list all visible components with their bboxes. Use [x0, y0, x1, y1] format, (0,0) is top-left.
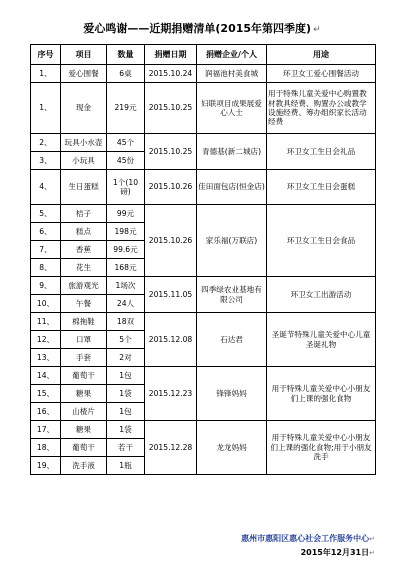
table-header-row — [31, 45, 376, 65]
footer-organization — [30, 533, 375, 544]
cell-item: 花生 — [61, 259, 107, 277]
cell-donor: 家乐福(万联店) — [197, 205, 267, 277]
table-row — [31, 421, 376, 439]
cell-quantity: 1场次 — [107, 277, 145, 295]
cell-index: 16、 — [31, 403, 61, 421]
cell-quantity: 6桌 — [107, 65, 145, 83]
cell-purpose: 用于特殊儿童关爱中心小朋友们上课的强化食物 — [267, 367, 376, 421]
footer-date — [30, 547, 375, 558]
table-row — [31, 65, 376, 83]
header-donor: 捐赠企业/个人 — [197, 45, 267, 65]
cell-index: 4、 — [31, 170, 61, 205]
cell-index: 19、 — [31, 457, 61, 475]
cell-quantity: 1包 — [107, 367, 145, 385]
cell-purpose: 环卫女工出游活动 — [267, 277, 376, 313]
cell-index: 14、 — [31, 367, 61, 385]
cell-quantity: 198元 — [107, 223, 145, 241]
cell-index: 9、 — [31, 277, 61, 295]
cell-quantity: 1袋 — [107, 385, 145, 403]
cell-quantity: 1个(10磅) — [107, 170, 145, 205]
cell-donor: 妇联项目成果展爱心人士 — [197, 83, 267, 134]
cell-item: 生日蛋糕 — [61, 170, 107, 205]
cell-item: 小玩具 — [61, 152, 107, 170]
cell-index: 6、 — [31, 223, 61, 241]
cell-date: 2015.11.05 — [145, 277, 197, 313]
cell-quantity: 99元 — [107, 205, 145, 223]
cell-purpose: 环卫女工生日会蛋糕 — [267, 170, 376, 205]
cell-date: 2015.10.26 — [145, 205, 197, 277]
cell-index: 13、 — [31, 349, 61, 367]
cell-quantity: 若干 — [107, 439, 145, 457]
cell-date: 2015.10.26 — [145, 170, 197, 205]
cell-index: 1、 — [31, 65, 61, 83]
cell-donor: 龙龙妈妈 — [197, 421, 267, 475]
paragraph-mark: ↵ — [313, 25, 321, 35]
cell-purpose: 圣诞节特殊儿童关爱中心儿童圣诞礼物 — [267, 313, 376, 367]
header-item: 项目 — [61, 45, 107, 65]
document-date: 2015年12月31日 — [300, 548, 370, 557]
cell-purpose: 用于特殊儿童关爱中心小朋友们上课的强化食物;用于小朋友洗手 — [267, 421, 376, 475]
cell-donor: 青德基(新二城店) — [197, 134, 267, 170]
cell-item: 旅游观光 — [61, 277, 107, 295]
cell-donor: 佳田面包店(恒金店) — [197, 170, 267, 205]
cell-date: 2015.12.23 — [145, 367, 197, 421]
cell-purpose: 环卫女工生日会食品 — [267, 205, 376, 277]
cell-quantity: 99.6元 — [107, 241, 145, 259]
cell-item: 午餐 — [61, 295, 107, 313]
cell-quantity: 1瓶 — [107, 457, 145, 475]
cell-date: 2015.10.25 — [145, 83, 197, 134]
cell-donor: 四季绿农业基地有限公司 — [197, 277, 267, 313]
table-row — [31, 205, 376, 223]
cell-index: 17、 — [31, 421, 61, 439]
cell-quantity: 24人 — [107, 295, 145, 313]
cell-item: 香蕉 — [61, 241, 107, 259]
cell-date: 2015.12.08 — [145, 313, 197, 367]
donation-table — [30, 44, 376, 475]
table-row — [31, 313, 376, 331]
cell-quantity: 45份 — [107, 152, 145, 170]
table-row — [31, 170, 376, 205]
cell-index: 11、 — [31, 313, 61, 331]
cell-item: 洗手液 — [61, 457, 107, 475]
table-row — [31, 367, 376, 385]
table-row — [31, 277, 376, 295]
organization-name: 惠州市惠阳区惠心社会工作服务中心 — [241, 534, 370, 543]
cell-quantity: 168元 — [107, 259, 145, 277]
cell-item: 山楂片 — [61, 403, 107, 421]
header-index: 序号 — [31, 45, 61, 65]
cell-quantity: 1袋 — [107, 421, 145, 439]
cell-item: 葡萄干 — [61, 367, 107, 385]
cell-quantity: 1包 — [107, 403, 145, 421]
cell-quantity: 2对 — [107, 349, 145, 367]
table-row — [31, 134, 376, 152]
cell-item: 口罩 — [61, 331, 107, 349]
header-date: 捐赠日期 — [145, 45, 197, 65]
table-row — [31, 83, 376, 134]
cell-purpose: 用于特殊儿童关爱中心购置教材教具经费、购置办公或教学设施经费、筹办组织家长活动经费 — [267, 83, 376, 134]
paragraph-mark: ↵ — [369, 549, 375, 557]
cell-donor: 锋锋妈妈 — [197, 367, 267, 421]
header-purpose: 用途 — [267, 45, 376, 65]
cell-index: 2、 — [31, 134, 61, 152]
cell-item: 棉拖鞋 — [61, 313, 107, 331]
cell-item: 桔子 — [61, 205, 107, 223]
cell-date: 2015.12.28 — [145, 421, 197, 475]
cell-donor: 润福池村美食城 — [197, 65, 267, 83]
cell-date: 2015.10.24 — [145, 65, 197, 83]
cell-quantity: 45个 — [107, 134, 145, 152]
cell-date: 2015.10.25 — [145, 134, 197, 170]
cell-donor: 石达君 — [197, 313, 267, 367]
title-text: 爱心鸣谢——近期捐赠清单(2015年第四季度) — [83, 22, 312, 35]
cell-item: 糖果 — [61, 421, 107, 439]
cell-index: 10、 — [31, 295, 61, 313]
cell-index: 18、 — [31, 439, 61, 457]
cell-index: 12、 — [31, 331, 61, 349]
header-quantity: 数量 — [107, 45, 145, 65]
cell-purpose: 环卫女工爱心围餐活动 — [267, 65, 376, 83]
cell-index: 15、 — [31, 385, 61, 403]
cell-item: 玩具小水壶 — [61, 134, 107, 152]
cell-index: 1、 — [31, 83, 61, 134]
cell-index: 3、 — [31, 152, 61, 170]
cell-item: 爱心围餐 — [61, 65, 107, 83]
cell-index: 8、 — [31, 259, 61, 277]
cell-quantity: 18双 — [107, 313, 145, 331]
document-title — [0, 20, 404, 36]
cell-purpose: 环卫女工生日会礼品 — [267, 134, 376, 170]
cell-item: 糕点 — [61, 223, 107, 241]
cell-index: 5、 — [31, 205, 61, 223]
cell-item: 手套 — [61, 349, 107, 367]
cell-item: 糖果 — [61, 385, 107, 403]
cell-item: 葡萄干 — [61, 439, 107, 457]
paragraph-mark: ↵ — [369, 535, 375, 543]
cell-quantity: 5个 — [107, 331, 145, 349]
cell-quantity: 219元 — [107, 83, 145, 134]
cell-item: 现金 — [61, 83, 107, 134]
cell-index: 7、 — [31, 241, 61, 259]
